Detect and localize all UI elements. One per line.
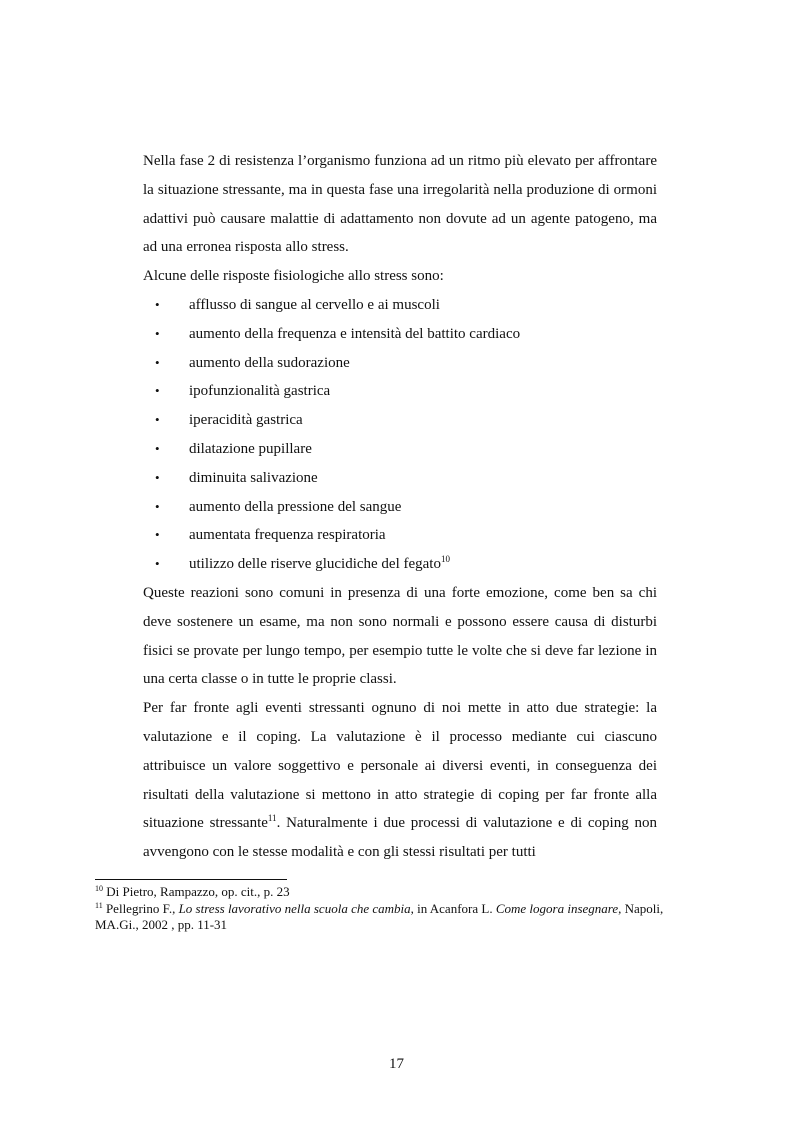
list-item bbox=[143, 406, 657, 435]
footnote-text: , in Acanfora L. bbox=[410, 900, 496, 916]
paragraph-coping bbox=[143, 694, 657, 867]
page-number: 17 bbox=[389, 1056, 404, 1072]
list-item-text: diminuita salivazione bbox=[189, 469, 318, 486]
bullet-icon: • bbox=[155, 498, 160, 514]
physiological-responses-list bbox=[143, 291, 657, 579]
bullet-icon: • bbox=[155, 325, 160, 341]
list-item-text: dilatazione pupillare bbox=[189, 440, 312, 457]
cited-book-title: Come logora insegnare bbox=[495, 900, 619, 916]
list-item bbox=[143, 493, 657, 522]
paragraph-coping-text-b: . Naturalmente i due processi di valutazione e di coping non avvengono con le stesse modalità e con gli stessi risultati per tutti bbox=[143, 815, 657, 861]
list-item bbox=[143, 435, 657, 464]
footnote-separator bbox=[95, 879, 287, 880]
list-item-text: afflusso di sangue al cervello e ai muscoli bbox=[189, 296, 440, 313]
body-text bbox=[143, 147, 657, 867]
bullet-icon: • bbox=[155, 556, 160, 572]
footnote-text: Pellegrino F., bbox=[102, 900, 179, 916]
list-item bbox=[143, 377, 657, 406]
bullet-icon: • bbox=[155, 412, 160, 428]
list-item-text: iperacidità gastrica bbox=[189, 412, 303, 429]
bullet-icon: • bbox=[155, 440, 160, 456]
footnotes bbox=[95, 884, 705, 934]
footnote-ref: 11 bbox=[267, 813, 277, 824]
list-item bbox=[143, 320, 657, 349]
bullet-icon: • bbox=[155, 354, 160, 370]
list-item-text: aumento della sudorazione bbox=[189, 354, 350, 371]
footnote-text: Di Pietro, Rampazzo, op. cit., p. 23 bbox=[103, 884, 290, 899]
list-item-text: ipofunzionalità gastrica bbox=[189, 383, 331, 400]
list-item bbox=[143, 464, 657, 493]
list-item bbox=[143, 550, 657, 579]
list-item bbox=[143, 291, 657, 320]
bullet-icon: • bbox=[155, 383, 160, 399]
paragraph-stress-resistance-phase: Nella fase 2 di resistenza l’organismo funziona ad un ritmo più elevato per affrontare la situazione stressante, ma in questa fase una irregolarità nella produzione di ormoni adattivi può causare malattie di adattamento non dovute ad un agente patogeno, ma ad una erronea risposta allo stress. bbox=[143, 153, 657, 256]
footnote-ref: 10 bbox=[440, 554, 450, 565]
bullet-icon: • bbox=[155, 527, 160, 543]
list-item-text: aumentata frequenza respiratoria bbox=[189, 527, 386, 544]
bullet-icon: • bbox=[155, 296, 160, 312]
footnote-number: 10 bbox=[95, 884, 103, 893]
list-item bbox=[143, 349, 657, 378]
paragraph-coping-text-a: Per far fronte agli eventi stressanti ognuno di noi mette in atto due strategie: la valutazione e il coping. La valutazione è il processo mediante cui ciascuno attribuisce un valore soggettivo e personale ai diversi eventi, in conseguenza dei risultati della valutazione si mettono in atto strategie di coping per far fronte alla situazione stressante bbox=[143, 700, 657, 832]
list-intro: Alcune delle risposte fisiologiche allo stress sono: bbox=[143, 268, 444, 285]
footnote-text: , Napoli, MA.Gi., 2002 , pp. 11-31 bbox=[95, 900, 664, 932]
bullet-icon: • bbox=[155, 469, 160, 485]
cited-article-title: Lo stress lavorativo nella scuola che cambia bbox=[178, 900, 411, 916]
footnote-number: 11 bbox=[95, 900, 103, 910]
list-item bbox=[143, 521, 657, 550]
footnote-10 bbox=[95, 884, 705, 901]
list-item-text: utilizzo delle riserve glucidiche del fegato bbox=[189, 556, 441, 573]
list-item-text: aumento della frequenza e intensità del battito cardiaco bbox=[189, 325, 521, 342]
list-item-text: aumento della pressione del sangue bbox=[189, 498, 402, 515]
footnote-11 bbox=[95, 901, 705, 934]
paragraph-emotions: Queste reazioni sono comuni in presenza di una forte emozione, come ben sa chi deve sostenere un esame, ma non sono normali e possono essere causa di disturbi fisici se provate per lungo tempo, per esempio tutte le volte che si deve far lezione in una certa classe o in tutte le proprie classi. bbox=[143, 584, 657, 688]
